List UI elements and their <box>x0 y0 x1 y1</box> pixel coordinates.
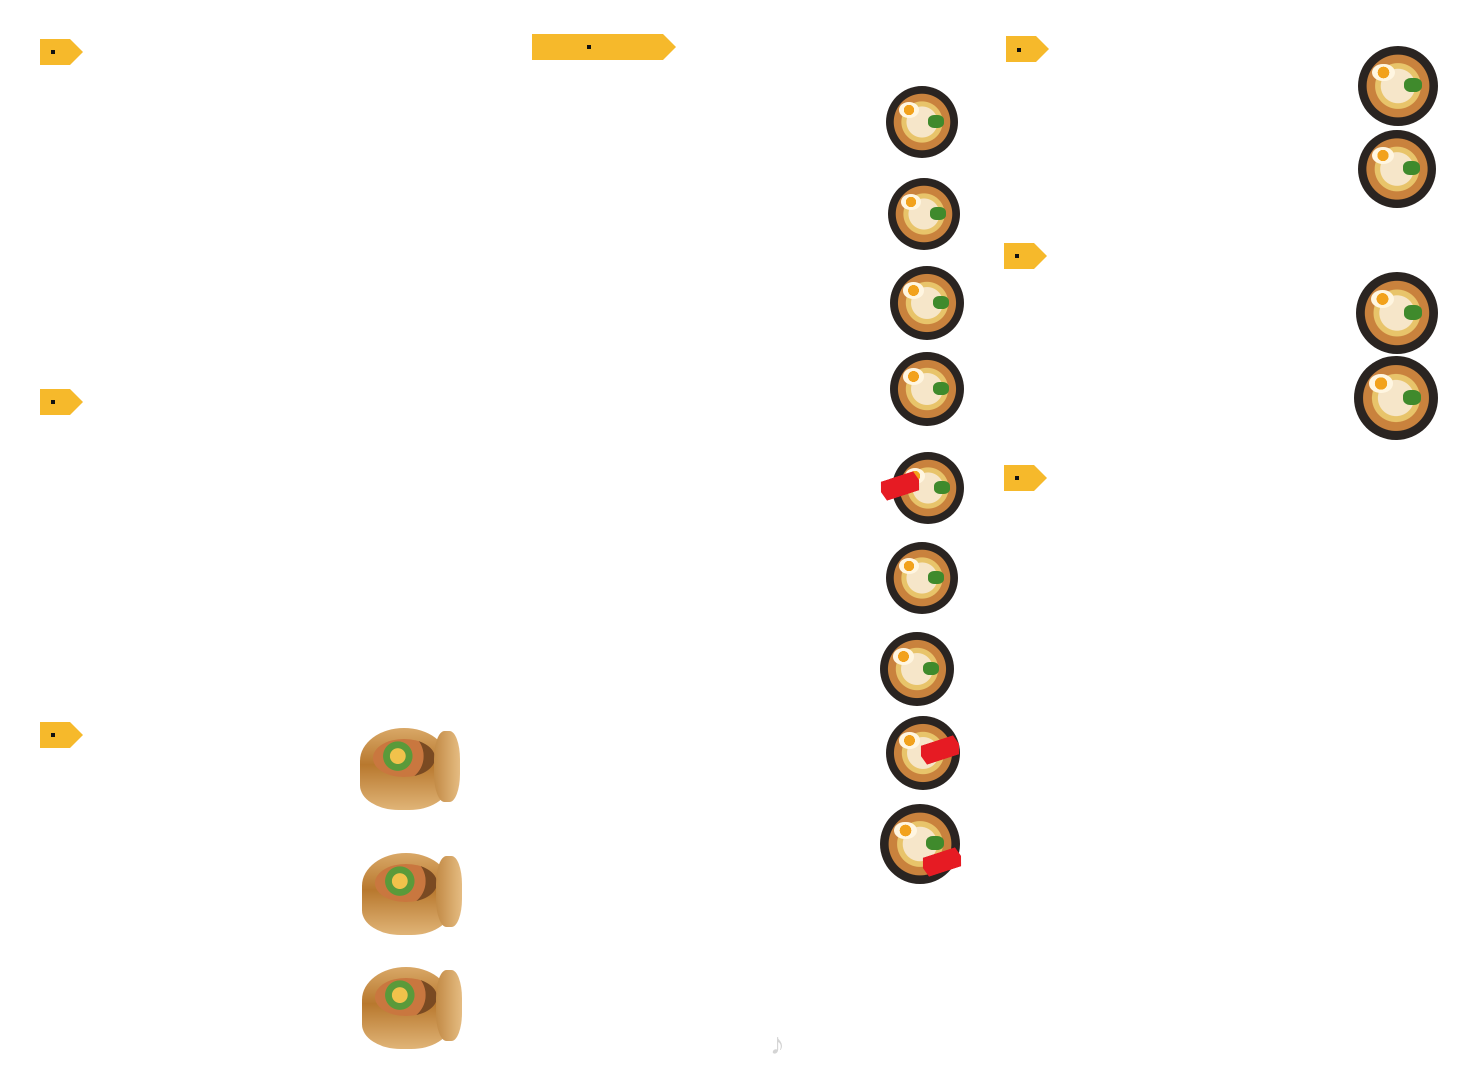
miso-image <box>888 178 960 250</box>
spicy-chicken-image <box>1358 130 1436 208</box>
veg-ramen-tag <box>1004 243 1047 269</box>
spicy-miso-image <box>890 266 964 340</box>
tonkotsu-chicken-image <box>886 542 958 614</box>
classic-chicken-image <box>1358 46 1438 126</box>
spicy-vegan-image <box>1354 356 1438 440</box>
entree-don-tag <box>40 722 83 748</box>
watermark: ♪ <box>770 1028 785 1061</box>
ramen-tag <box>532 34 676 60</box>
teriyaki-tag <box>40 389 83 415</box>
shoyu-image <box>886 86 958 158</box>
curry-ramen-image <box>880 804 960 884</box>
tonkotsu-classic-image <box>890 352 964 426</box>
vegetable-ramen-image <box>1356 272 1438 354</box>
bento-box-tag <box>40 39 83 65</box>
chicken-katsu-image <box>362 967 450 1049</box>
tonkatsu-image <box>362 853 450 935</box>
chicken-ramen-tag <box>1006 36 1049 62</box>
extra-topping-tag <box>1004 465 1047 491</box>
tonkatsu-don-image <box>360 728 448 810</box>
rich-garlic-image <box>880 632 954 706</box>
